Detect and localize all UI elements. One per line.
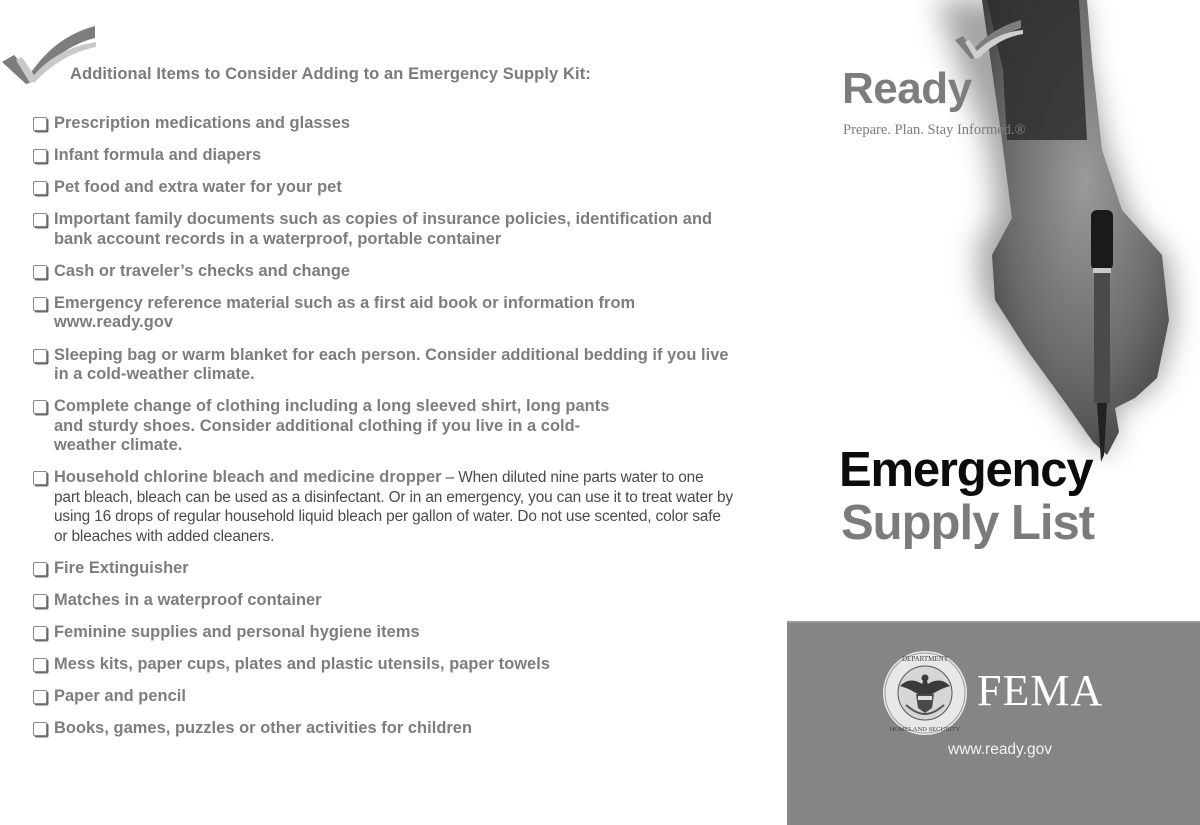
checklist-item[interactable]: Household chlorine bleach and medicine dropper – When diluted nine parts water to one part bleach, bleach can be used as a disinfectant. Or in an emergency, you can use it to treat water by using 16 drops of regular household liquid bleach per gallon of water. Do not use scented, color safe or bleaches with added cleaners.	[33, 468, 733, 546]
cover-title-supply-list: Supply List	[841, 496, 1095, 550]
fema-footer-box	[787, 621, 1200, 825]
checkbox-icon[interactable]	[33, 265, 47, 279]
ready-tagline: Prepare. Plan. Stay Informed.®	[843, 122, 1026, 138]
checklist-item[interactable]: Important family documents such as copies of insurance policies, identification and bank account records in a waterproof, portable container	[33, 210, 723, 249]
ready-checkmark-icon	[955, 18, 1025, 60]
checkbox-icon[interactable]	[33, 690, 47, 704]
svg-text:HOMELAND SECURITY: HOMELAND SECURITY	[889, 726, 961, 733]
svg-text:DEPARTMENT: DEPARTMENT	[902, 655, 948, 663]
checkbox-icon[interactable]	[33, 471, 47, 485]
checklist-item[interactable]: Prescription medications and glasses	[33, 114, 753, 134]
checkbox-icon[interactable]	[33, 658, 47, 672]
checklist-item[interactable]: Infant formula and diapers	[33, 146, 753, 166]
checkbox-icon[interactable]	[33, 594, 47, 608]
dhs-seal-icon	[882, 650, 968, 736]
fema-wordmark: FEMA	[977, 666, 1104, 715]
checkbox-icon[interactable]	[33, 349, 47, 363]
checklist-item[interactable]: Paper and pencil	[33, 687, 753, 707]
checkbox-icon[interactable]	[33, 149, 47, 163]
checkbox-icon[interactable]	[33, 297, 47, 311]
checklist-item[interactable]: Sleeping bag or warm blanket for each person. Consider additional bedding if you live in a cold-weather climate.	[33, 346, 733, 385]
checklist-item[interactable]: Emergency reference material such as a first aid book or information from www.ready.gov	[33, 294, 673, 333]
checkbox-icon[interactable]	[33, 722, 47, 736]
checkbox-icon[interactable]	[33, 117, 47, 131]
checklist-item[interactable]: Cash or traveler’s checks and change	[33, 262, 753, 282]
checkbox-icon[interactable]	[33, 626, 47, 640]
checklist-item[interactable]: Matches in a waterproof container	[33, 591, 753, 611]
checklist-item[interactable]: Fire Extinguisher	[33, 559, 753, 579]
supply-checklist	[33, 114, 753, 751]
checklist-item[interactable]: Pet food and extra water for your pet	[33, 178, 753, 198]
cover-title-emergency: Emergency	[839, 443, 1093, 497]
checklist-item[interactable]: Complete change of clothing including a long sleeved shirt, long pants and sturdy shoes. Consider additional clothing if you live in a cold-weather climate.	[33, 397, 633, 456]
checkbox-icon[interactable]	[33, 562, 47, 576]
ready-brand: Ready	[842, 64, 972, 113]
checklist-item[interactable]: Mess kits, paper cups, plates and plastic utensils, paper towels	[33, 655, 753, 675]
ready-gov-url[interactable]: www.ready.gov	[948, 741, 1052, 758]
cover-panel	[787, 0, 1200, 825]
checkbox-icon[interactable]	[33, 400, 47, 414]
checkbox-icon[interactable]	[33, 213, 47, 227]
checklist-heading: Additional Items to Consider Adding to an Emergency Supply Kit:	[70, 65, 591, 83]
checkbox-icon[interactable]	[33, 181, 47, 195]
checklist-item[interactable]: Books, games, puzzles or other activities for children	[33, 719, 753, 739]
checklist-item[interactable]: Feminine supplies and personal hygiene items	[33, 623, 753, 643]
